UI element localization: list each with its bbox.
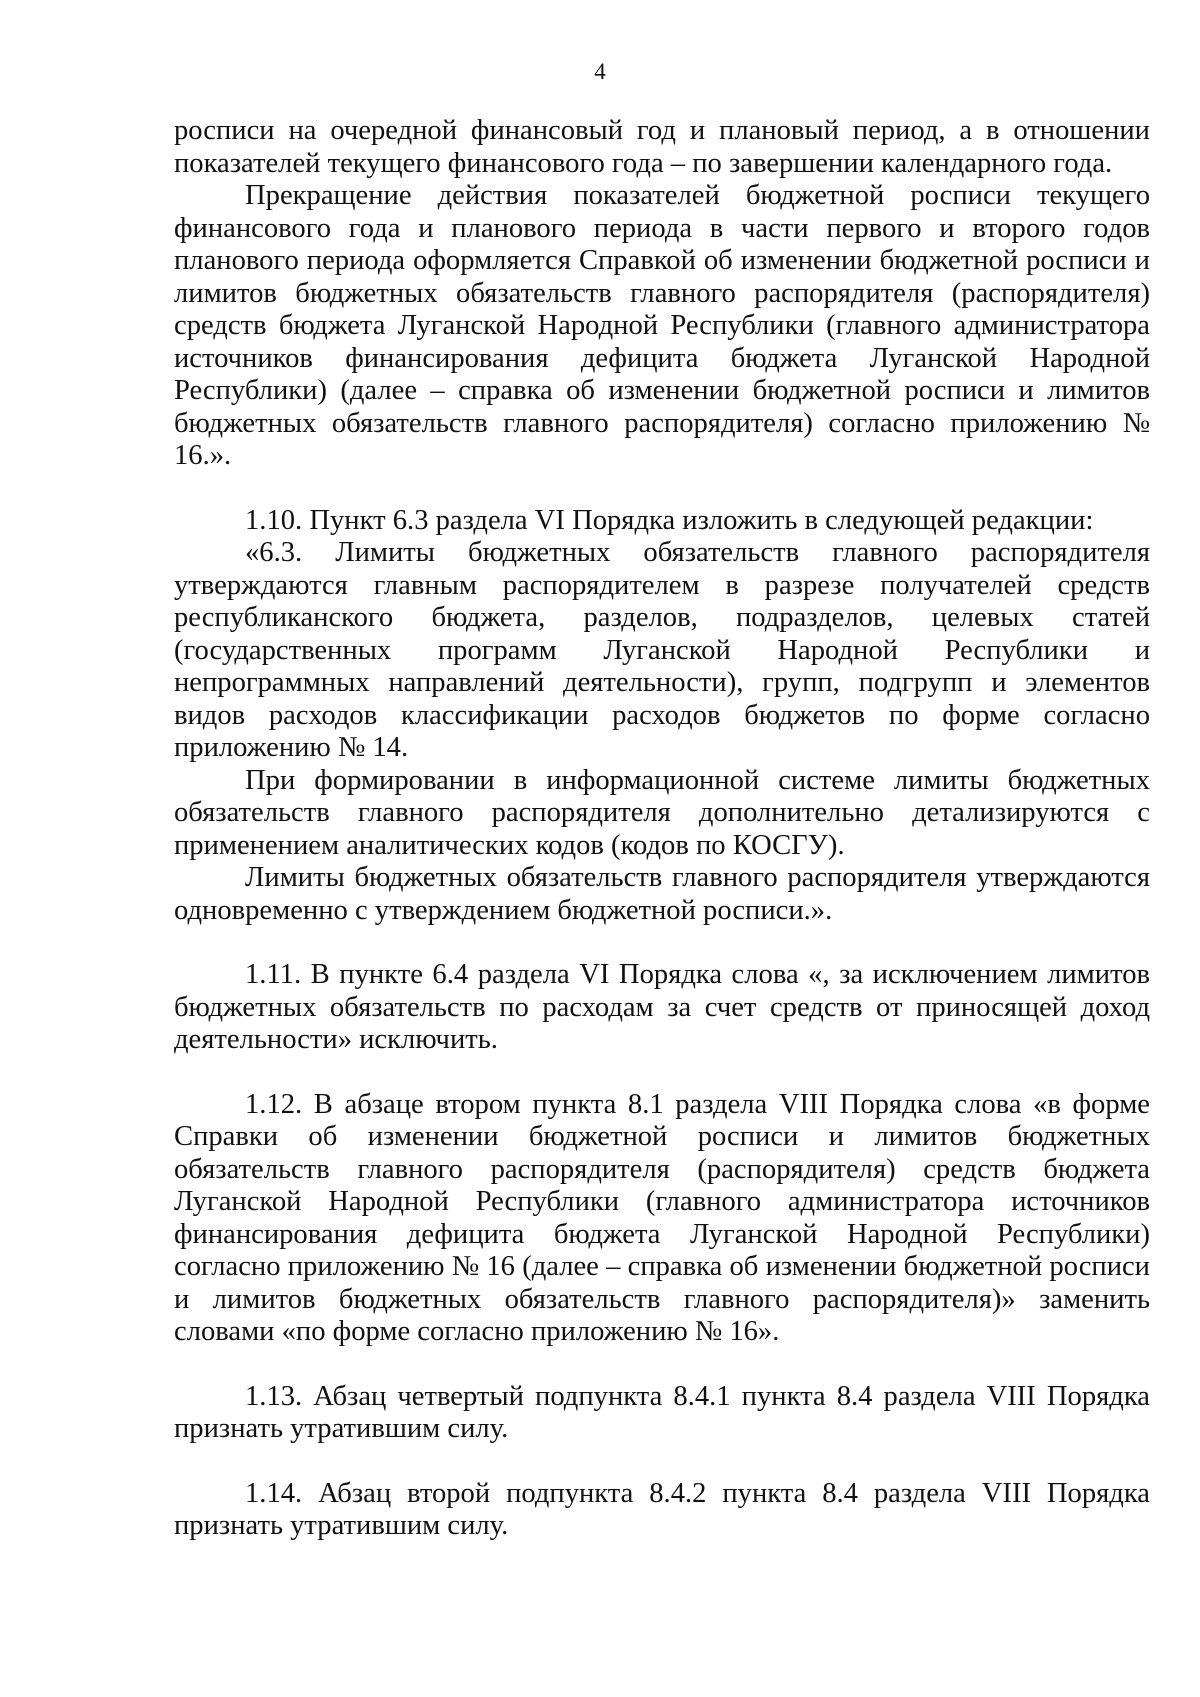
paragraph-1-13: 1.13. Абзац четвертый подпункта 8.4.1 пункта 8.4 раздела VIII Порядка признать утратившим силу. <box>174 1380 1150 1444</box>
paragraph-continuation: росписи на очередной финансовый год и плановый период, а в отношении показателей текущего финансового года – по завершении календарного года. <box>174 115 1150 179</box>
paragraph-1-10: 1.10. Пункт 6.3 раздела VI Порядка изложить в следующей редакции: <box>245 504 1094 536</box>
paragraph-limits-approval: Лимиты бюджетных обязательств главного распорядителя утверждаются одновременно с утверждением бюджетной росписи.». <box>174 862 1150 926</box>
document-body <box>174 115 1150 1543</box>
paragraph-1-12: 1.12. В абзаце втором пункта 8.1 раздела VIII Порядка слова «в форме Справки об изменении бюджетной росписи и лимитов бюджетных обязательств главного распорядителя (распорядителя) средств бюджета Луганской Народной Республики (главного администратора источников финансирования дефицита бюджета Луганской Народной Республики) согласно приложению № 16 (далее – справка об изменении бюджетной росписи и лимитов бюджетных обязательств главного распорядителя)» заменить словами «по форме согласно приложению № 16». <box>174 1088 1150 1347</box>
page-number: 4 <box>594 59 606 84</box>
paragraph-termination-of-indicators: Прекращение действия показателей бюджетной росписи текущего финансового года и планового периода в части первого и второго годов планового периода оформляется Справкой об изменении бюджетной росписи и лимитов бюджетных обязательств главного распорядителя (распорядителя) средств бюджета Луганской Народной Республики (главного администратора источников финансирования дефицита бюджета Луганской Народной Республики) (далее – справка об изменении бюджетной росписи и лимитов бюджетных обязательств главного распорядителя) согласно приложению № 16.». <box>174 180 1150 471</box>
paragraph-1-14: 1.14. Абзац второй подпункта 8.4.2 пункта 8.4 раздела VIII Порядка признать утратившим силу. <box>174 1477 1150 1541</box>
paragraph-6-3-limits: «6.3. Лимиты бюджетных обязательств главного распорядителя утверждаются главным распорядителем в разрезе получателей средств республиканского бюджета, разделов, подразделов, целевых статей (государственных программ Луганской Народной Республики и непрограммных направлений деятельности), групп, подгрупп и элементов видов расходов классификации расходов бюджетов по форме согласно приложению № 14. <box>174 537 1150 763</box>
paragraph-1-11: 1.11. В пункте 6.4 раздела VI Порядка слова «, за исключением лимитов бюджетных обязательств по расходам за счет средств от приносящей доход деятельности» исключить. <box>174 959 1150 1055</box>
paragraph-information-system: При формировании в информационной системе лимиты бюджетных обязательств главного распорядителя дополнительно детализируются с применением аналитических кодов (кодов по КОСГУ). <box>174 764 1150 861</box>
